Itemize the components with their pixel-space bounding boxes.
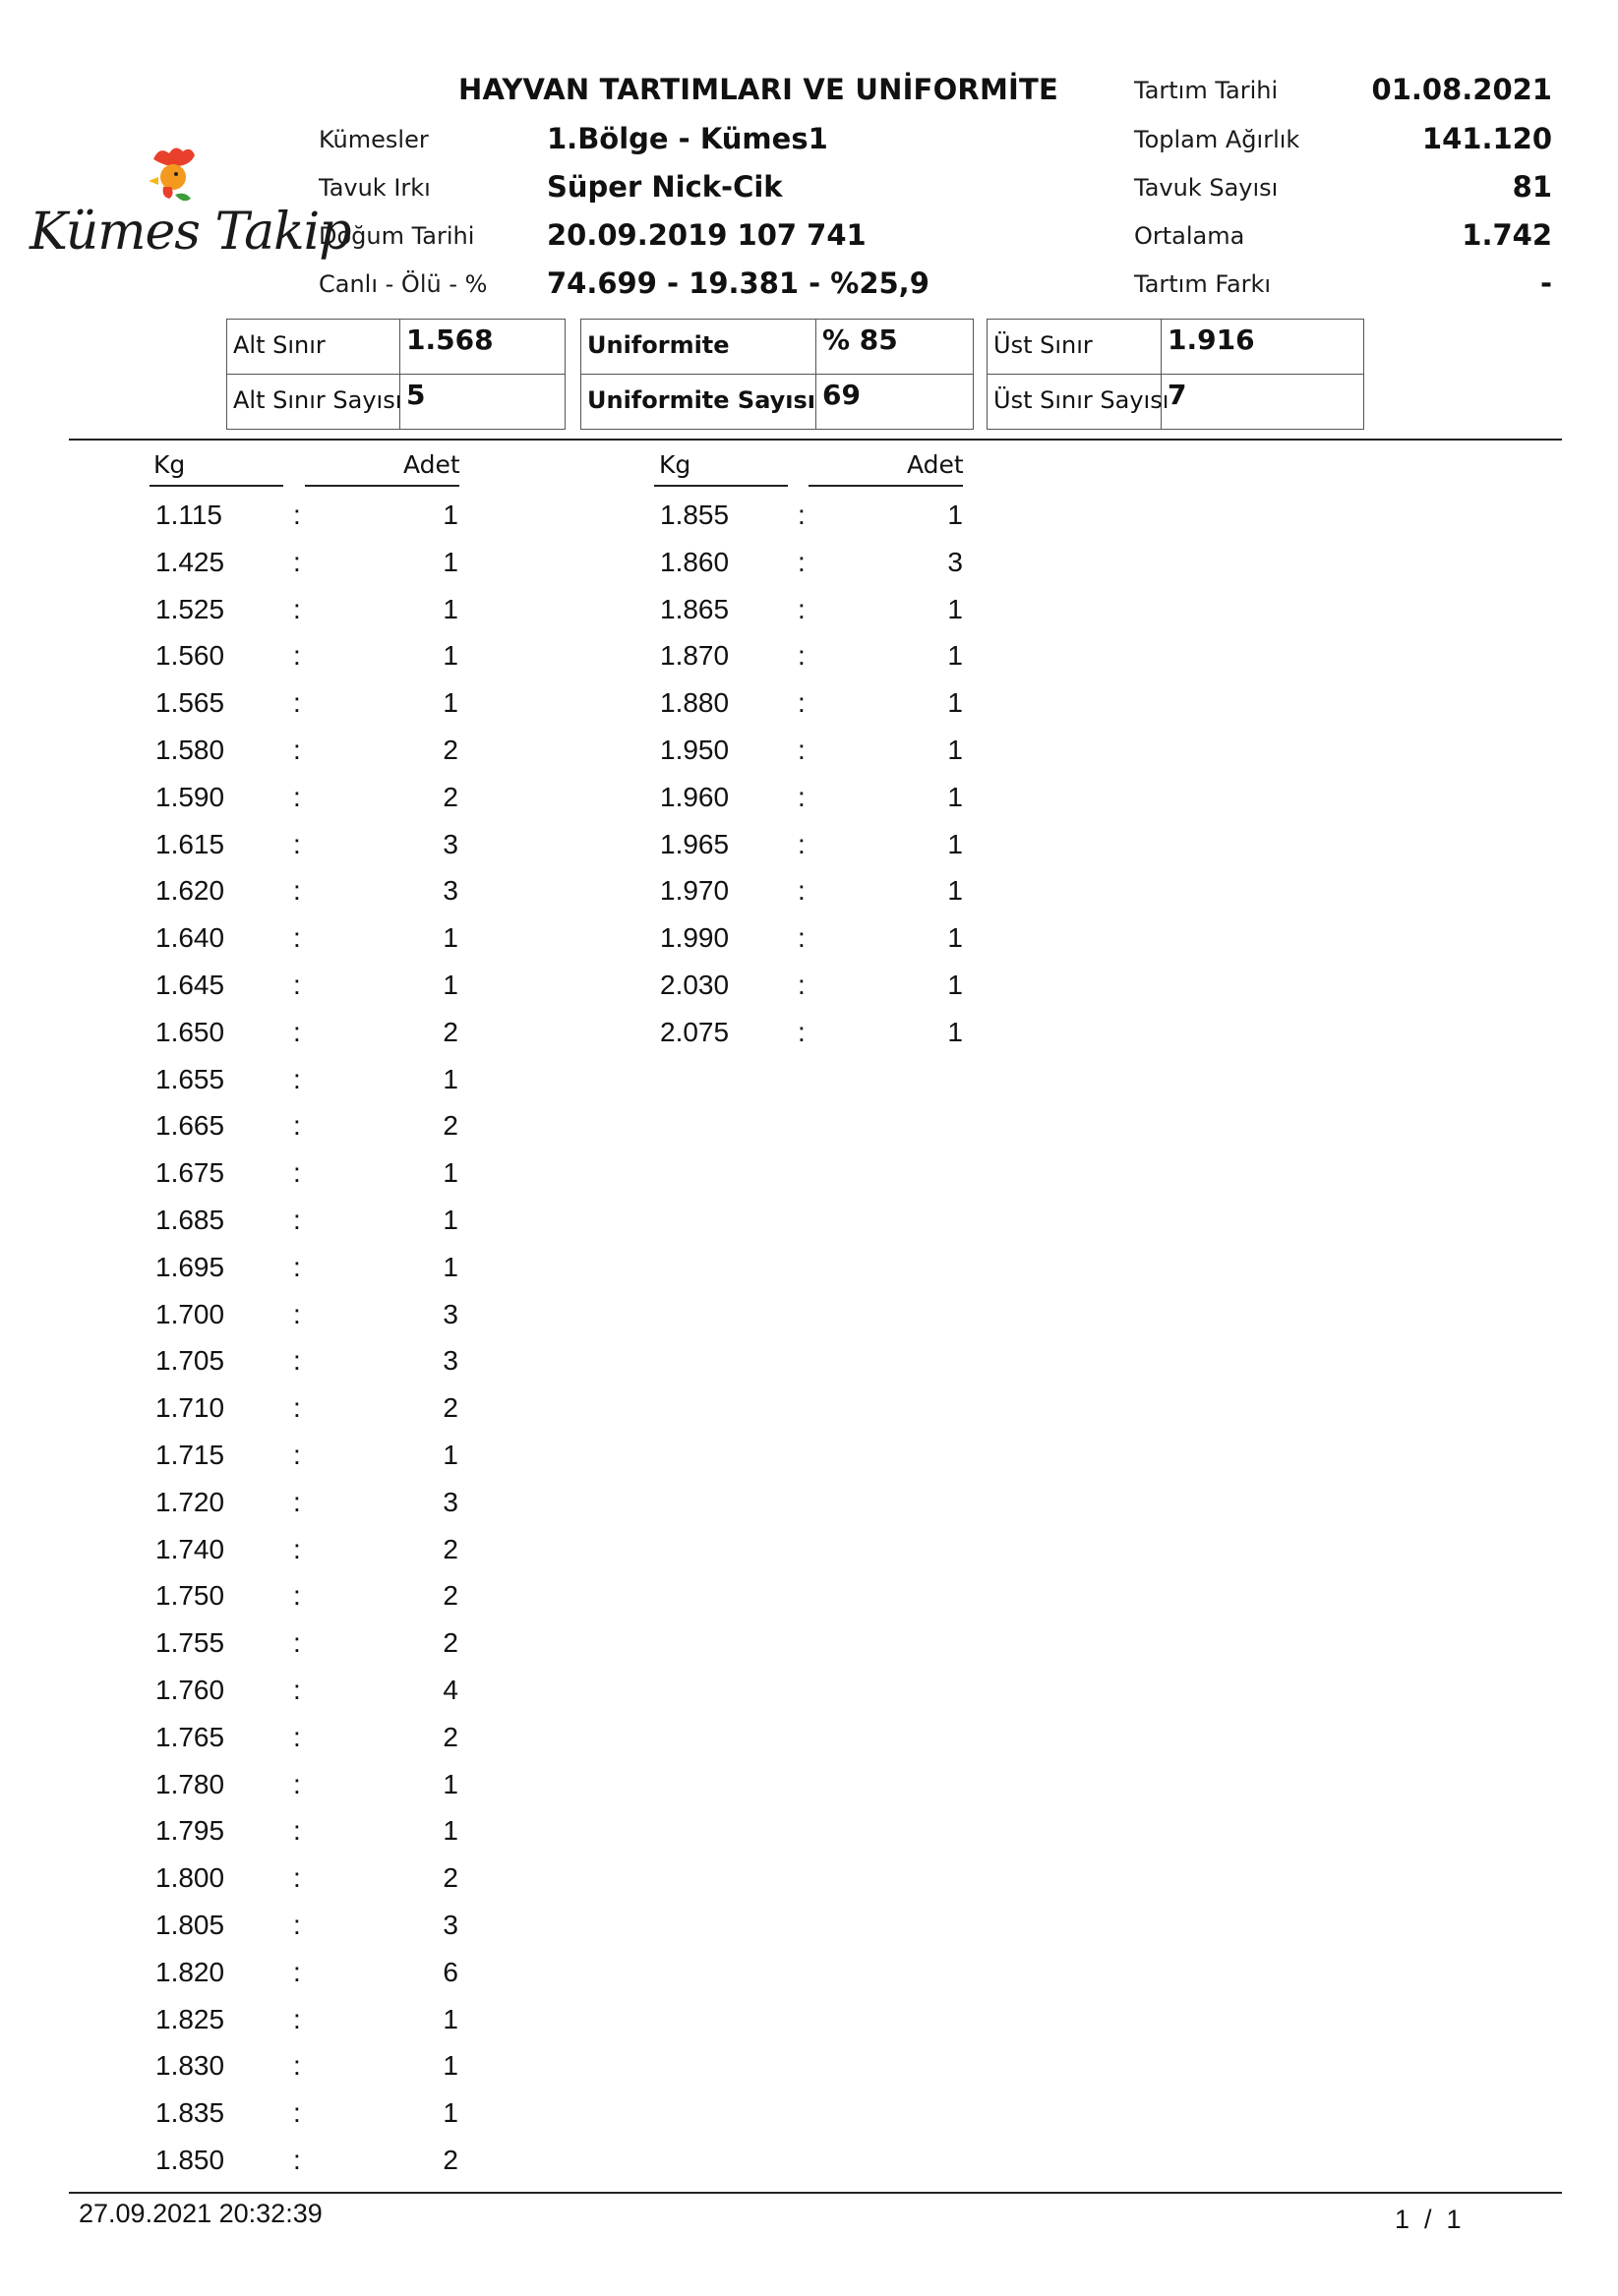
- row-separator: :: [293, 1862, 301, 1894]
- row-separator: :: [798, 781, 806, 812]
- row-adet: 2: [443, 1580, 458, 1612]
- row-adet: 1: [947, 500, 963, 530]
- table-row: [155, 1157, 470, 1205]
- row-adet: 1: [443, 546, 458, 577]
- row-separator: :: [293, 1486, 301, 1517]
- row-separator: :: [293, 1815, 301, 1847]
- row-separator: :: [293, 970, 301, 1000]
- table-row: [155, 1487, 470, 1534]
- row-adet: 1: [443, 593, 458, 624]
- row-separator: :: [293, 875, 301, 907]
- field-value-ortalama: 1.742: [1462, 218, 1552, 252]
- row-separator: :: [798, 828, 806, 859]
- table-row: [660, 1017, 975, 1064]
- row-separator: :: [798, 735, 806, 765]
- row-adet: 1: [443, 640, 458, 672]
- field-value-canli-olu: 74.699 - 19.381 - %25,9: [547, 266, 929, 300]
- table-row: [660, 547, 975, 594]
- table-row: [155, 1110, 470, 1157]
- field-value-kumesler: 1.Bölge - Kümes1: [547, 122, 828, 155]
- row-adet: 2: [443, 1110, 458, 1142]
- table-row: [155, 547, 470, 594]
- table-row: [155, 1675, 470, 1722]
- row-separator: :: [293, 1533, 301, 1564]
- row-kg: 1.780: [155, 1768, 225, 1799]
- row-separator: :: [293, 1016, 301, 1047]
- row-separator: :: [293, 2050, 301, 2082]
- table-row: [155, 1534, 470, 1581]
- row-kg: 1.760: [155, 1675, 225, 1705]
- uniformite-sayisi-value: 69: [822, 379, 861, 411]
- table-row: [155, 1345, 470, 1392]
- field-label-toplam-agirlik: Toplam Ağırlık: [1134, 126, 1300, 153]
- row-adet: 2: [443, 1862, 458, 1894]
- row-separator: :: [798, 970, 806, 1000]
- row-adet: 2: [443, 1016, 458, 1047]
- table-row: [660, 735, 975, 782]
- table-row: [660, 640, 975, 687]
- row-adet: 1: [947, 828, 963, 859]
- row-kg: 1.675: [155, 1157, 225, 1189]
- table-row: [155, 2097, 470, 2145]
- row-kg: 1.700: [155, 1298, 225, 1329]
- row-adet: 1: [443, 1063, 458, 1094]
- table-row: [155, 2050, 470, 2097]
- row-kg: 1.560: [155, 640, 225, 672]
- row-kg: 1.795: [155, 1815, 225, 1847]
- col1-adet-header: Adet: [403, 450, 460, 479]
- table-row: [155, 1017, 470, 1064]
- row-adet: 1: [443, 2050, 458, 2082]
- row-separator: :: [293, 1768, 301, 1799]
- row-adet: 2: [443, 735, 458, 765]
- row-kg: 1.685: [155, 1205, 225, 1235]
- row-kg: 2.075: [660, 1016, 730, 1047]
- field-label-tavuk-irki: Tavuk Irkı: [319, 174, 431, 202]
- printed-timestamp: 27.09.2021 20:32:39: [79, 2199, 323, 2228]
- row-separator: :: [293, 1298, 301, 1329]
- alt-sinir-sayisi-value: 5: [406, 379, 426, 411]
- table-row: [155, 1252, 470, 1299]
- row-separator: :: [293, 2097, 301, 2129]
- row-adet: 2: [443, 2145, 458, 2175]
- row-adet: 1: [947, 640, 963, 672]
- row-adet: 1: [947, 970, 963, 1000]
- alt-sinir-label: Alt Sınır: [233, 331, 326, 359]
- row-separator: :: [293, 828, 301, 859]
- field-value-dogum-tarihi: 20.09.2019 107 741: [547, 218, 867, 252]
- field-label-dogum-tarihi: Doğum Tarihi: [319, 222, 475, 250]
- field-value-tartim-tarihi: 01.08.2021: [1371, 73, 1552, 106]
- row-kg: 1.705: [155, 1345, 225, 1377]
- table-row: [155, 1064, 470, 1111]
- row-adet: 3: [443, 1910, 458, 1940]
- row-adet: 3: [443, 1345, 458, 1377]
- table-row: [660, 829, 975, 876]
- row-separator: :: [293, 593, 301, 624]
- row-adet: 1: [947, 593, 963, 624]
- row-adet: 4: [443, 1675, 458, 1705]
- row-kg: 1.615: [155, 828, 225, 859]
- row-separator: :: [293, 1721, 301, 1752]
- table-row: [660, 782, 975, 829]
- field-label-tartim-tarihi: Tartım Tarihi: [1134, 77, 1279, 104]
- logo: [30, 138, 351, 270]
- page-number: 1 / 1: [1395, 2205, 1462, 2234]
- row-kg: 1.650: [155, 1016, 225, 1047]
- table-row: [155, 2145, 470, 2192]
- row-separator: :: [293, 640, 301, 672]
- row-adet: 3: [947, 546, 963, 577]
- row-kg: 1.115: [155, 500, 222, 530]
- row-adet: 1: [443, 2003, 458, 2034]
- row-kg: 1.825: [155, 2003, 225, 2034]
- row-kg: 1.710: [155, 1392, 225, 1424]
- field-value-tartim-farki: -: [1539, 266, 1552, 300]
- summary-box-alt: [226, 319, 566, 430]
- row-separator: :: [293, 1063, 301, 1094]
- table-row: [155, 1627, 470, 1675]
- row-kg: 1.950: [660, 735, 730, 765]
- table-row: [155, 1769, 470, 1816]
- row-kg: 1.590: [155, 781, 225, 812]
- row-separator: :: [293, 735, 301, 765]
- page-title: HAYVAN TARTIMLARI VE UNİFORMİTE: [458, 73, 1058, 106]
- row-kg: 1.860: [660, 546, 730, 577]
- footer-divider: [69, 2192, 1562, 2194]
- row-adet: 1: [443, 500, 458, 530]
- row-kg: 1.990: [660, 922, 730, 954]
- row-adet: 2: [443, 1392, 458, 1424]
- row-adet: 1: [947, 781, 963, 812]
- uniformite-value: % 85: [822, 324, 898, 356]
- summary-box-uniformite: [580, 319, 974, 430]
- row-adet: 2: [443, 781, 458, 812]
- row-kg: 1.750: [155, 1580, 225, 1612]
- row-adet: 3: [443, 1486, 458, 1517]
- row-separator: :: [293, 1205, 301, 1235]
- row-separator: :: [798, 546, 806, 577]
- field-label-ortalama: Ortalama: [1134, 222, 1245, 250]
- row-kg: 1.850: [155, 2145, 225, 2175]
- field-label-canli-olu: Canlı - Ölü - %: [319, 270, 488, 298]
- row-kg: 1.880: [660, 687, 730, 719]
- row-separator: :: [293, 2003, 301, 2034]
- ust-sinir-value: 1.916: [1168, 324, 1255, 356]
- row-adet: 1: [947, 1016, 963, 1047]
- col1-kg-underline: [150, 485, 283, 487]
- table-row: [155, 1722, 470, 1769]
- col2-adet-header: Adet: [907, 450, 964, 479]
- row-separator: :: [293, 1251, 301, 1282]
- table-row: [155, 2004, 470, 2051]
- row-adet: 1: [947, 922, 963, 954]
- table-row: [155, 735, 470, 782]
- row-adet: 1: [443, 687, 458, 719]
- table-row: [155, 1205, 470, 1252]
- row-kg: 1.425: [155, 546, 225, 577]
- table-row: [660, 922, 975, 970]
- alt-sinir-value: 1.568: [406, 324, 494, 356]
- row-adet: 1: [443, 970, 458, 1000]
- row-separator: :: [293, 1580, 301, 1612]
- row-adet: 1: [947, 687, 963, 719]
- row-separator: :: [798, 875, 806, 907]
- table-row: [660, 970, 975, 1017]
- row-kg: 1.715: [155, 1440, 225, 1470]
- col1-kg-header: Kg: [153, 450, 186, 479]
- table-row: [155, 970, 470, 1017]
- row-kg: 1.565: [155, 687, 225, 719]
- row-kg: 1.695: [155, 1251, 225, 1282]
- row-adet: 1: [443, 1815, 458, 1847]
- row-separator: :: [798, 922, 806, 954]
- row-kg: 1.740: [155, 1533, 225, 1564]
- row-separator: :: [293, 922, 301, 954]
- row-adet: 1: [443, 1157, 458, 1189]
- ust-sinir-label: Üst Sınır: [993, 331, 1093, 359]
- row-separator: :: [293, 781, 301, 812]
- ust-sinir-sayisi-label: Üst Sınır Sayısı: [993, 386, 1169, 414]
- col1-adet-underline: [305, 485, 459, 487]
- ust-sinir-sayisi-value: 7: [1168, 379, 1187, 411]
- row-kg: 1.960: [660, 781, 730, 812]
- row-adet: 3: [443, 1298, 458, 1329]
- row-separator: :: [293, 1675, 301, 1705]
- row-separator: :: [293, 1392, 301, 1424]
- col2-adet-underline: [809, 485, 963, 487]
- row-kg: 1.755: [155, 1627, 225, 1659]
- table-row: [660, 500, 975, 547]
- uniformite-label: Uniformite: [587, 331, 730, 359]
- table-row: [155, 1392, 470, 1440]
- row-adet: 1: [443, 1768, 458, 1799]
- row-adet: 2: [443, 1533, 458, 1564]
- row-separator: :: [798, 640, 806, 672]
- logo-text: Kümes Takip: [30, 203, 351, 262]
- row-adet: 3: [443, 828, 458, 859]
- row-kg: 1.620: [155, 875, 225, 907]
- row-kg: 1.820: [155, 1956, 225, 1987]
- table-row: [155, 1815, 470, 1862]
- row-adet: 2: [443, 1627, 458, 1659]
- field-value-tavuk-sayisi: 81: [1512, 170, 1552, 204]
- row-adet: 1: [443, 922, 458, 954]
- col2-kg-header: Kg: [659, 450, 691, 479]
- table-row: [155, 1957, 470, 2004]
- table-row: [660, 594, 975, 641]
- row-kg: 1.645: [155, 970, 225, 1000]
- row-separator: :: [293, 1345, 301, 1377]
- row-adet: 1: [947, 735, 963, 765]
- table-row: [155, 640, 470, 687]
- table-row: [155, 922, 470, 970]
- alt-sinir-sayisi-label: Alt Sınır Sayısı: [233, 386, 402, 414]
- row-adet: 3: [443, 875, 458, 907]
- row-separator: :: [293, 687, 301, 719]
- row-kg: 1.765: [155, 1721, 225, 1752]
- table-row: [155, 1862, 470, 1910]
- row-kg: 1.865: [660, 593, 730, 624]
- row-separator: :: [798, 500, 806, 530]
- row-kg: 1.720: [155, 1486, 225, 1517]
- table-row: [155, 687, 470, 735]
- row-adet: 1: [947, 875, 963, 907]
- row-adet: 2: [443, 1721, 458, 1752]
- row-separator: :: [293, 1910, 301, 1940]
- field-label-tartim-farki: Tartım Farkı: [1134, 270, 1272, 298]
- row-separator: :: [798, 593, 806, 624]
- field-value-toplam-agirlik: 141.120: [1421, 122, 1552, 155]
- row-separator: :: [293, 2145, 301, 2175]
- table-row: [155, 500, 470, 547]
- row-kg: 1.655: [155, 1063, 225, 1094]
- row-separator: :: [293, 1627, 301, 1659]
- row-adet: 6: [443, 1956, 458, 1987]
- table-row: [155, 594, 470, 641]
- row-separator: :: [798, 687, 806, 719]
- table-row: [155, 1580, 470, 1627]
- header-divider: [69, 439, 1562, 441]
- row-separator: :: [798, 1016, 806, 1047]
- row-separator: :: [293, 1440, 301, 1470]
- row-separator: :: [293, 500, 301, 530]
- table-row: [155, 1299, 470, 1346]
- row-separator: :: [293, 1110, 301, 1142]
- row-kg: 1.800: [155, 1862, 225, 1894]
- row-separator: :: [293, 546, 301, 577]
- row-kg: 1.830: [155, 2050, 225, 2082]
- row-kg: 1.805: [155, 1910, 225, 1940]
- field-label-kumesler: Kümesler: [319, 126, 429, 153]
- uniformite-sayisi-label: Uniformite Sayısı: [587, 386, 816, 414]
- row-kg: 1.640: [155, 922, 225, 954]
- field-value-tavuk-irki: Süper Nick-Cik: [547, 170, 783, 204]
- row-kg: 1.870: [660, 640, 730, 672]
- row-kg: 1.970: [660, 875, 730, 907]
- table-row: [155, 782, 470, 829]
- table-row: [155, 1440, 470, 1487]
- summary-box-ust: [987, 319, 1364, 430]
- table-row: [155, 829, 470, 876]
- row-adet: 1: [443, 1205, 458, 1235]
- row-adet: 1: [443, 2097, 458, 2129]
- table-row: [660, 687, 975, 735]
- row-separator: :: [293, 1157, 301, 1189]
- row-kg: 1.965: [660, 828, 730, 859]
- row-kg: 1.580: [155, 735, 225, 765]
- row-kg: 1.525: [155, 593, 225, 624]
- row-separator: :: [293, 1956, 301, 1987]
- row-kg: 2.030: [660, 970, 730, 1000]
- field-label-tavuk-sayisi: Tavuk Sayısı: [1134, 174, 1279, 202]
- row-kg: 1.835: [155, 2097, 225, 2129]
- row-kg: 1.855: [660, 500, 730, 530]
- row-adet: 1: [443, 1440, 458, 1470]
- table-row: [155, 875, 470, 922]
- col2-kg-underline: [654, 485, 788, 487]
- table-row: [155, 1910, 470, 1957]
- table-row: [660, 875, 975, 922]
- row-kg: 1.665: [155, 1110, 225, 1142]
- row-adet: 1: [443, 1251, 458, 1282]
